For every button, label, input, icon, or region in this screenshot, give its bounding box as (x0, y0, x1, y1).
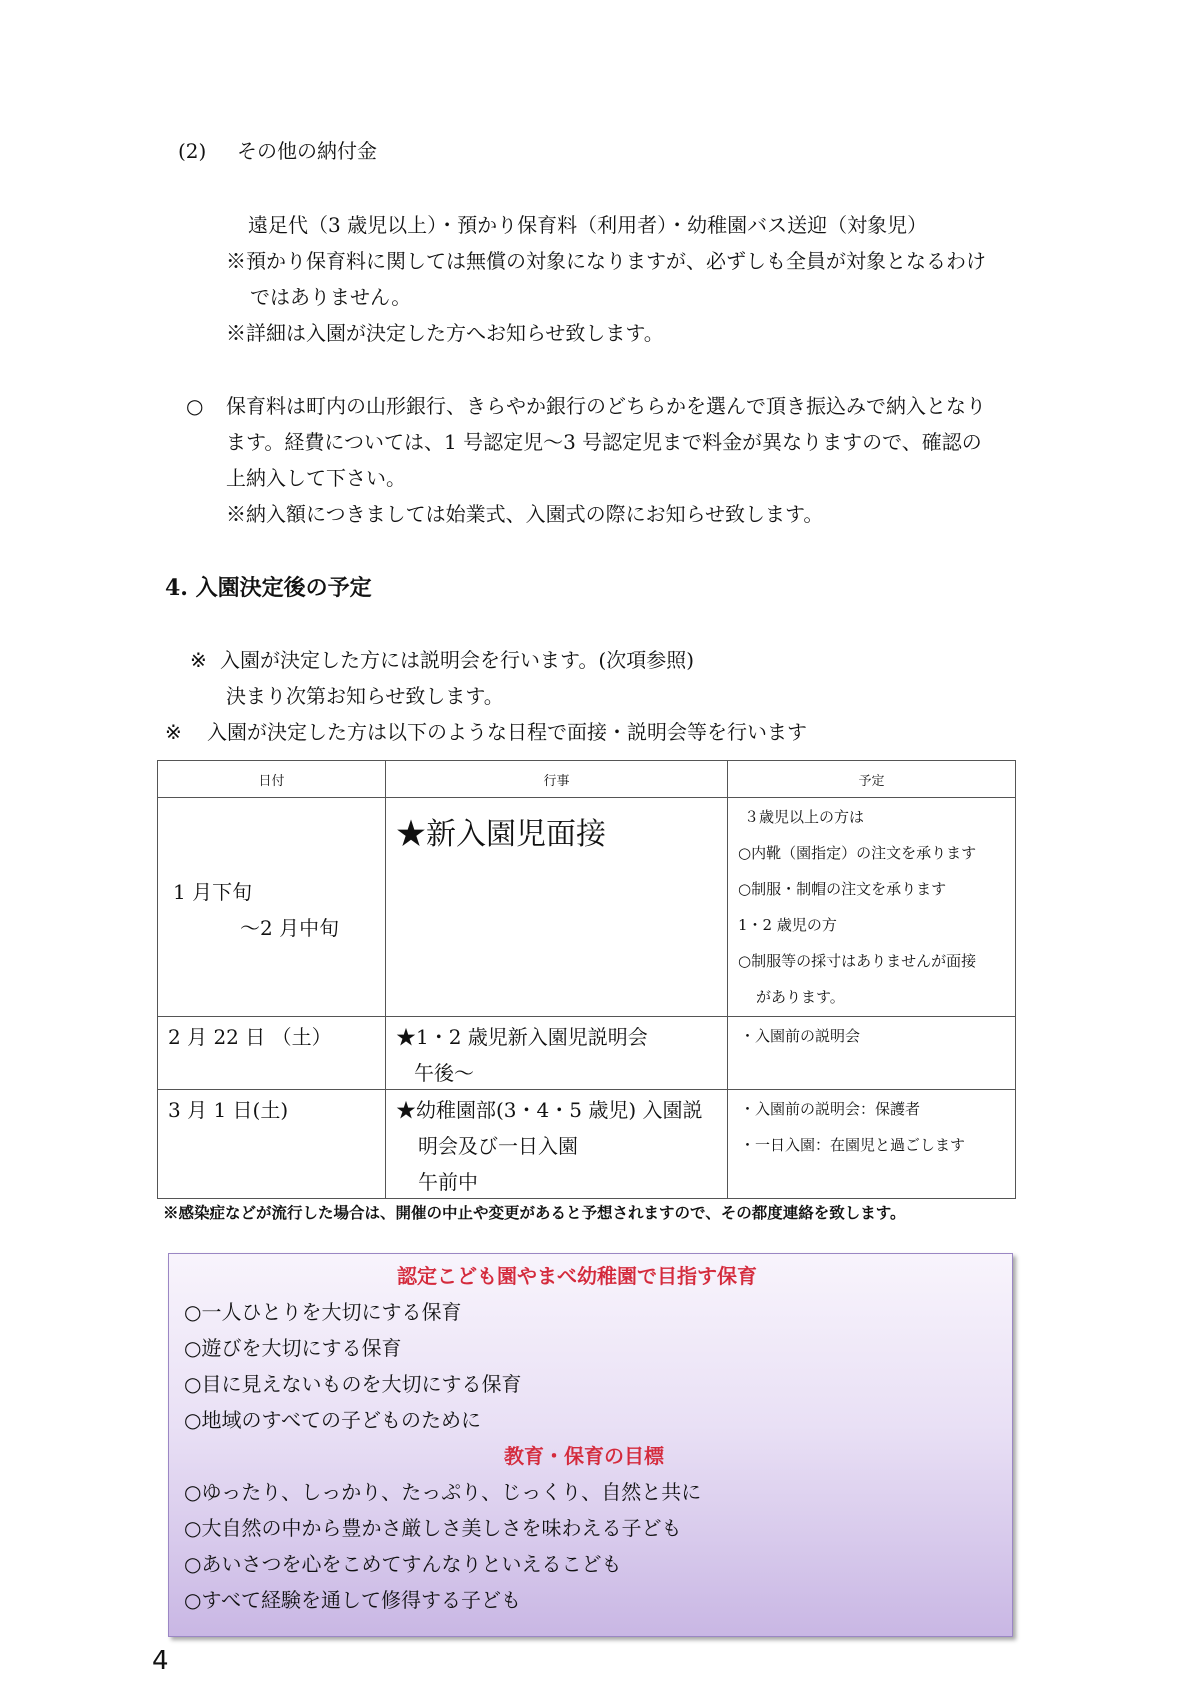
schedule-header-row (158, 761, 1016, 798)
row1-plan-line-2: ○内靴（園指定）の注文を承ります (738, 844, 977, 862)
fees-line-3: 上納入して下さい。 (226, 466, 406, 490)
row1-event: ★新入園児面接 (396, 817, 606, 852)
header-plan: 予定 (728, 761, 1016, 798)
row3-date: 3 月 1 日(土) (168, 1098, 289, 1122)
row3-plan-line-2: ・一日入園：在園児と過ごします (740, 1136, 966, 1154)
section2-number: (2) (178, 139, 207, 163)
fees-line-4: ※納入額につきましては始業式、入園式の際にお知らせ致します。 (226, 502, 824, 526)
section4-note1: 入園が決定した方には説明会を行います。(次項参照) (220, 648, 695, 672)
goal-item-1: ○ゆったり、しっかり、たっぷり、じっくり、自然と共に (184, 1480, 702, 1504)
row1-plan-line-4: 1・2 歳児の方 (738, 916, 837, 934)
row3-event-line-1: ★幼稚園部(3・4・5 歳児) 入園説 (396, 1098, 703, 1122)
row2-event-line-1: ★1・2 歳児新入園児説明会 (396, 1025, 648, 1049)
section2-line-2: ※預かり保育料に関しては無償の対象になりますが、必ずしも全員が対象となるわけ (226, 249, 986, 273)
fees-line-1: 保育料は町内の山形銀行、きらやか銀行のどちらかを選んで頂き振込みで納入となり (226, 394, 986, 418)
page-number: 4 (152, 1646, 169, 1676)
fees-line-2: ます。経費については、1 号認定児～3 号認定児まで料金が異なりますので、確認の (226, 430, 982, 454)
policy-item-4: ○地域のすべての子どものために (184, 1408, 482, 1432)
section4-note2-mark: ※ (165, 720, 182, 744)
schedule-footnote: ※感染症などが流行した場合は、開催の中止や変更があると予想されますので、その都度連絡を致します。 (163, 1203, 906, 1222)
policy-item-2: ○遊びを大切にする保育 (184, 1336, 402, 1360)
section2-line-3: ではありません。 (250, 285, 412, 309)
schedule-row-2 (158, 1017, 1016, 1090)
fees-bullet: ○ (186, 394, 204, 418)
section4-note1b: 決まり次第お知らせ致します。 (226, 684, 504, 708)
row3-event-line-2: 明会及び一日入園 (418, 1134, 578, 1158)
goal-item-2: ○大自然の中から豊かさ厳しさ美しさを味わえる子ども (184, 1516, 682, 1540)
row1-plan-line-6: があります。 (756, 988, 845, 1006)
schedule-table (157, 760, 1016, 1199)
header-event: 行事 (386, 761, 728, 798)
section2-heading: その他の納付金 (237, 139, 377, 163)
policy-item-3: ○目に見えないものを大切にする保育 (184, 1372, 522, 1396)
goal-item-4: ○すべて経験を通して修得する子ども (184, 1588, 522, 1612)
schedule-row-1 (158, 798, 1016, 1017)
row1-date-start: 1 月下旬 (173, 880, 253, 904)
section2-line-4: ※詳細は入園が決定した方へお知らせ致します。 (226, 321, 664, 345)
goal-item-3: ○あいさつを心をこめてすんなりといえるこども (184, 1552, 622, 1576)
policy-title-1: 認定こども園やまべ幼稚園で目指す保育 (397, 1264, 757, 1288)
row1-plan-line-1: ３歳児以上の方は (744, 808, 865, 826)
section4-note1-mark: ※ (190, 648, 207, 672)
row1-date-end: ～2 月中旬 (240, 916, 340, 940)
header-date: 日付 (158, 761, 386, 798)
row3-plan-line-1: ・入園前の説明会：保護者 (740, 1100, 921, 1118)
policy-item-1: ○一人ひとりを大切にする保育 (184, 1300, 462, 1324)
row2-plan: ・入園前の説明会 (740, 1027, 861, 1045)
row1-plan-line-3: ○制服・制帽の注文を承ります (738, 880, 947, 898)
section4-heading: 4. 入園決定後の予定 (165, 575, 372, 601)
policy-box (168, 1253, 1013, 1637)
row3-event-line-3: 午前中 (418, 1170, 478, 1194)
policy-title-2: 教育・保育の目標 (504, 1444, 664, 1468)
section4-note2: 入園が決定した方は以下のような日程で面接・説明会等を行います (207, 720, 807, 744)
section2-line-1: 遠足代（3 歳児以上）・預かり保育料（利用者）・幼稚園バス送迎（対象児） (248, 213, 928, 237)
row2-event-line-2: 午後～ (414, 1061, 474, 1085)
row2-date: 2 月 22 日 （土） (168, 1025, 332, 1049)
schedule-row-3 (158, 1090, 1016, 1199)
row1-plan-line-5: ○制服等の採寸はありませんが面接 (738, 952, 977, 970)
